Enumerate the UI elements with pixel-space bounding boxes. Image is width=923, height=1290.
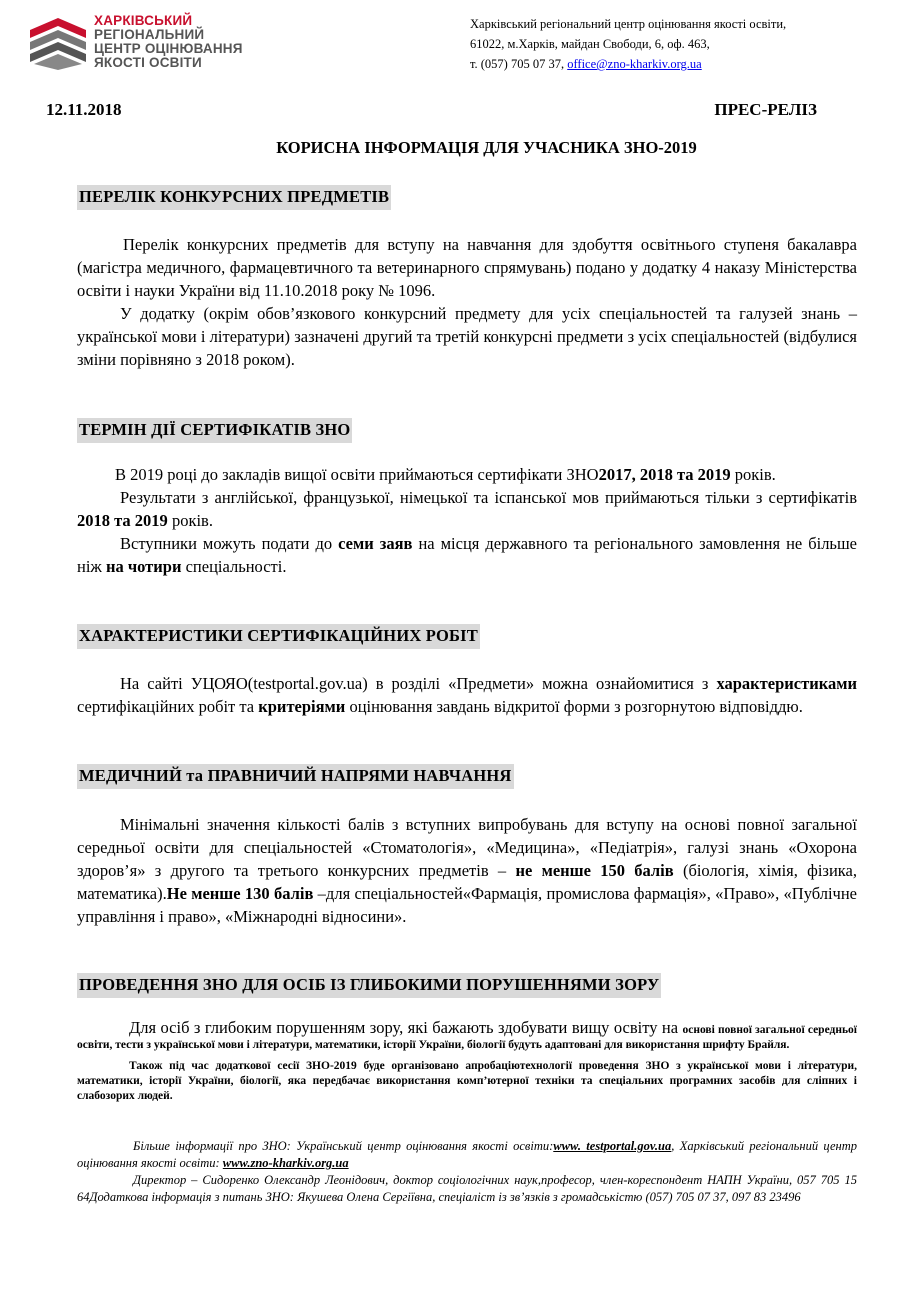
text: Вступники можуть подати до [120,534,339,553]
organization-logo [28,10,268,80]
footer-links-paragraph [77,1138,857,1172]
text: –для спеціальностей«Фармація, промислова фармація», «Право», «Публічне управління і право», «Міжнародні відносини». [77,884,857,926]
bold-text: не менше 150 балів [515,861,674,880]
paragraph [77,486,857,532]
bold-text: Не менше 130 балів [166,884,314,903]
text: років. [730,465,776,484]
section-heading-medical-law: МЕДИЧНИЙ та ПРАВНИЧИЙ НАПРЯМИ НАВЧАННЯ [77,764,514,789]
org-phone-email [470,54,890,74]
section-heading-certificates: ТЕРМІН ДІЇ СЕРТИФІКАТІВ ЗНО [77,418,352,443]
paragraph [77,463,857,486]
section-heading-visual-impairment: ПРОВЕДЕННЯ ЗНО ДЛЯ ОСІБ ІЗ ГЛИБОКИМИ ПОРУШЕННЯМИ ЗОРУ [77,973,661,998]
bold-text: 2018 та 2019 [77,511,168,530]
logo-line-1: ХАРКІВСЬКИЙ [94,13,193,28]
text: основі повної загальної середньої освіти, тести з української мови і літератури, математики, історії України, біології будуть адаптовані для використання шрифту Брайля. [77,1024,857,1051]
document-type: ПРЕС-РЕЛІЗ [714,100,817,119]
text: На сайті УЦОЯО(testportal.gov.ua) в розділі «Предмети» можна ознайомитися з [120,674,717,693]
text: Мінімальні значення кількості балів з вступних випробувань для вступу на основі повної загальної середньої освіти для спеціальностей «Стоматологія», «Медицина», «Педіатрія», галузі знань «Охорона здоров’я» з другого та третього конкурсних предметів – [77,815,857,880]
testportal-link[interactable]: www. testportal.gov.ua [553,1139,672,1153]
bold-text: семи заяв [338,534,413,553]
org-phone: т. (057) 705 07 37, [470,57,568,71]
section-body-subjects [77,233,857,371]
paragraph: Також під час додаткової сесії ЗНО-2019 буде організовано апробаціютехнології проведення ЗНО з української мови і літератури, математики, історії України, біології, яка передбачає використання комп’ютерної техніки та спеціальних програмних засобів для сліпних і слабозорих людей. [77,1060,857,1102]
footer-contacts-paragraph: Директор – Сидоренко Олександр Леонідович, доктор соціологічних наук,професор, член-кореспондент НАПН України, 057 705 15 64Додаткова інформація з питань ЗНО: Якушева Олена Сергіївна, спеціаліст із зв’язків з громадськістю (057) 705 07 37, 097 83 23496 [77,1173,857,1204]
section-body-certificates [77,463,857,578]
logo-line-3: ЦЕНТР ОЦІНЮВАННЯ [94,41,243,56]
section-body-medical-law [77,813,857,928]
paragraph [77,532,857,578]
text: спеціальності. [181,557,287,576]
section-body-characteristics [77,672,857,718]
text: на місця державного та регіонального замовлення не більше ніж [77,534,857,576]
paragraph: Перелік конкурсних предметів для вступу на навчання для здобуття освітнього ступеня бакалавра (магістра медичного, фармацевтичного та ветеринарного спрямувань) подано у додатку 4 наказу Міністерства освіти і науки України від 11.10.2018 року № 1096. [77,235,857,300]
text: (біологія, хімія, фізика, математика). [77,861,857,903]
text: сертифікаційних робіт та [77,697,259,716]
paragraph [77,813,857,928]
text: Більше інформації про ЗНО: Український центр оцінювання якості освіти: [133,1139,554,1153]
org-name: Харківський регіональний центр оцінювання якості освіти, [470,17,787,31]
text: оцінювання завдань відкритої форми з розгорнутою відповіддю. [345,697,803,716]
zno-kharkiv-link[interactable]: www.zno-kharkiv.org.ua [222,1156,349,1170]
org-email-link[interactable]: office@zno-kharkiv.org.ua [567,57,702,71]
org-address: 61022, м.Харків, майдан Свободи, 6, оф. 463, [470,37,710,51]
logo-line-4: ЯКОСТІ ОСВІТИ [94,55,202,70]
text: Результати з англійської, французької, німецької та іспанської мов приймаються тільки з сертифікатів [120,488,857,507]
section-body-visual-impairment [77,1020,857,1104]
text: Для осіб з глибоким порушенням зору, які бажають здобувати вищу освіту на [129,1018,683,1037]
bold-text: критеріями [258,697,346,716]
footer-info [77,1138,857,1206]
logo-line-2: РЕГІОНАЛЬНИЙ [94,27,205,42]
release-date: 12.11.2018 [46,100,122,119]
paragraph [77,672,857,718]
organization-contacts [470,14,890,74]
paragraph: У додатку (окрім обов’язкового конкурсний предмету для усіх спеціальностей та галузей знань – української мови і літератури) зазначені другий та третій конкурсні предмети з усіх спеціальностей (відбулися зміни порівняно з 2018 роком). [77,304,857,369]
paragraph [77,1020,857,1053]
bold-text: на чотири [105,557,182,576]
bold-text: 2017, 2018 та 2019 [598,465,731,484]
text: В 2019 році до закладів вищої освіти приймаються сертифікати ЗНО [115,465,599,484]
section-heading-subjects: ПЕРЕЛІК КОНКУРСНИХ ПРЕДМЕТІВ [77,185,391,210]
page-title: КОРИСНА ІНФОРМАЦІЯ ДЛЯ УЧАСНИКА ЗНО-2019 [276,138,697,157]
logo-mark-icon [28,16,88,72]
text: років. [167,511,213,530]
text: , Харківський регіональний центр оцінювання якості освіти: [77,1139,858,1170]
bold-text: характеристиками [716,674,857,693]
section-heading-characteristics: ХАРАКТЕРИСТИКИ СЕРТИФІКАЦІЙНИХ РОБІТ [77,624,480,649]
